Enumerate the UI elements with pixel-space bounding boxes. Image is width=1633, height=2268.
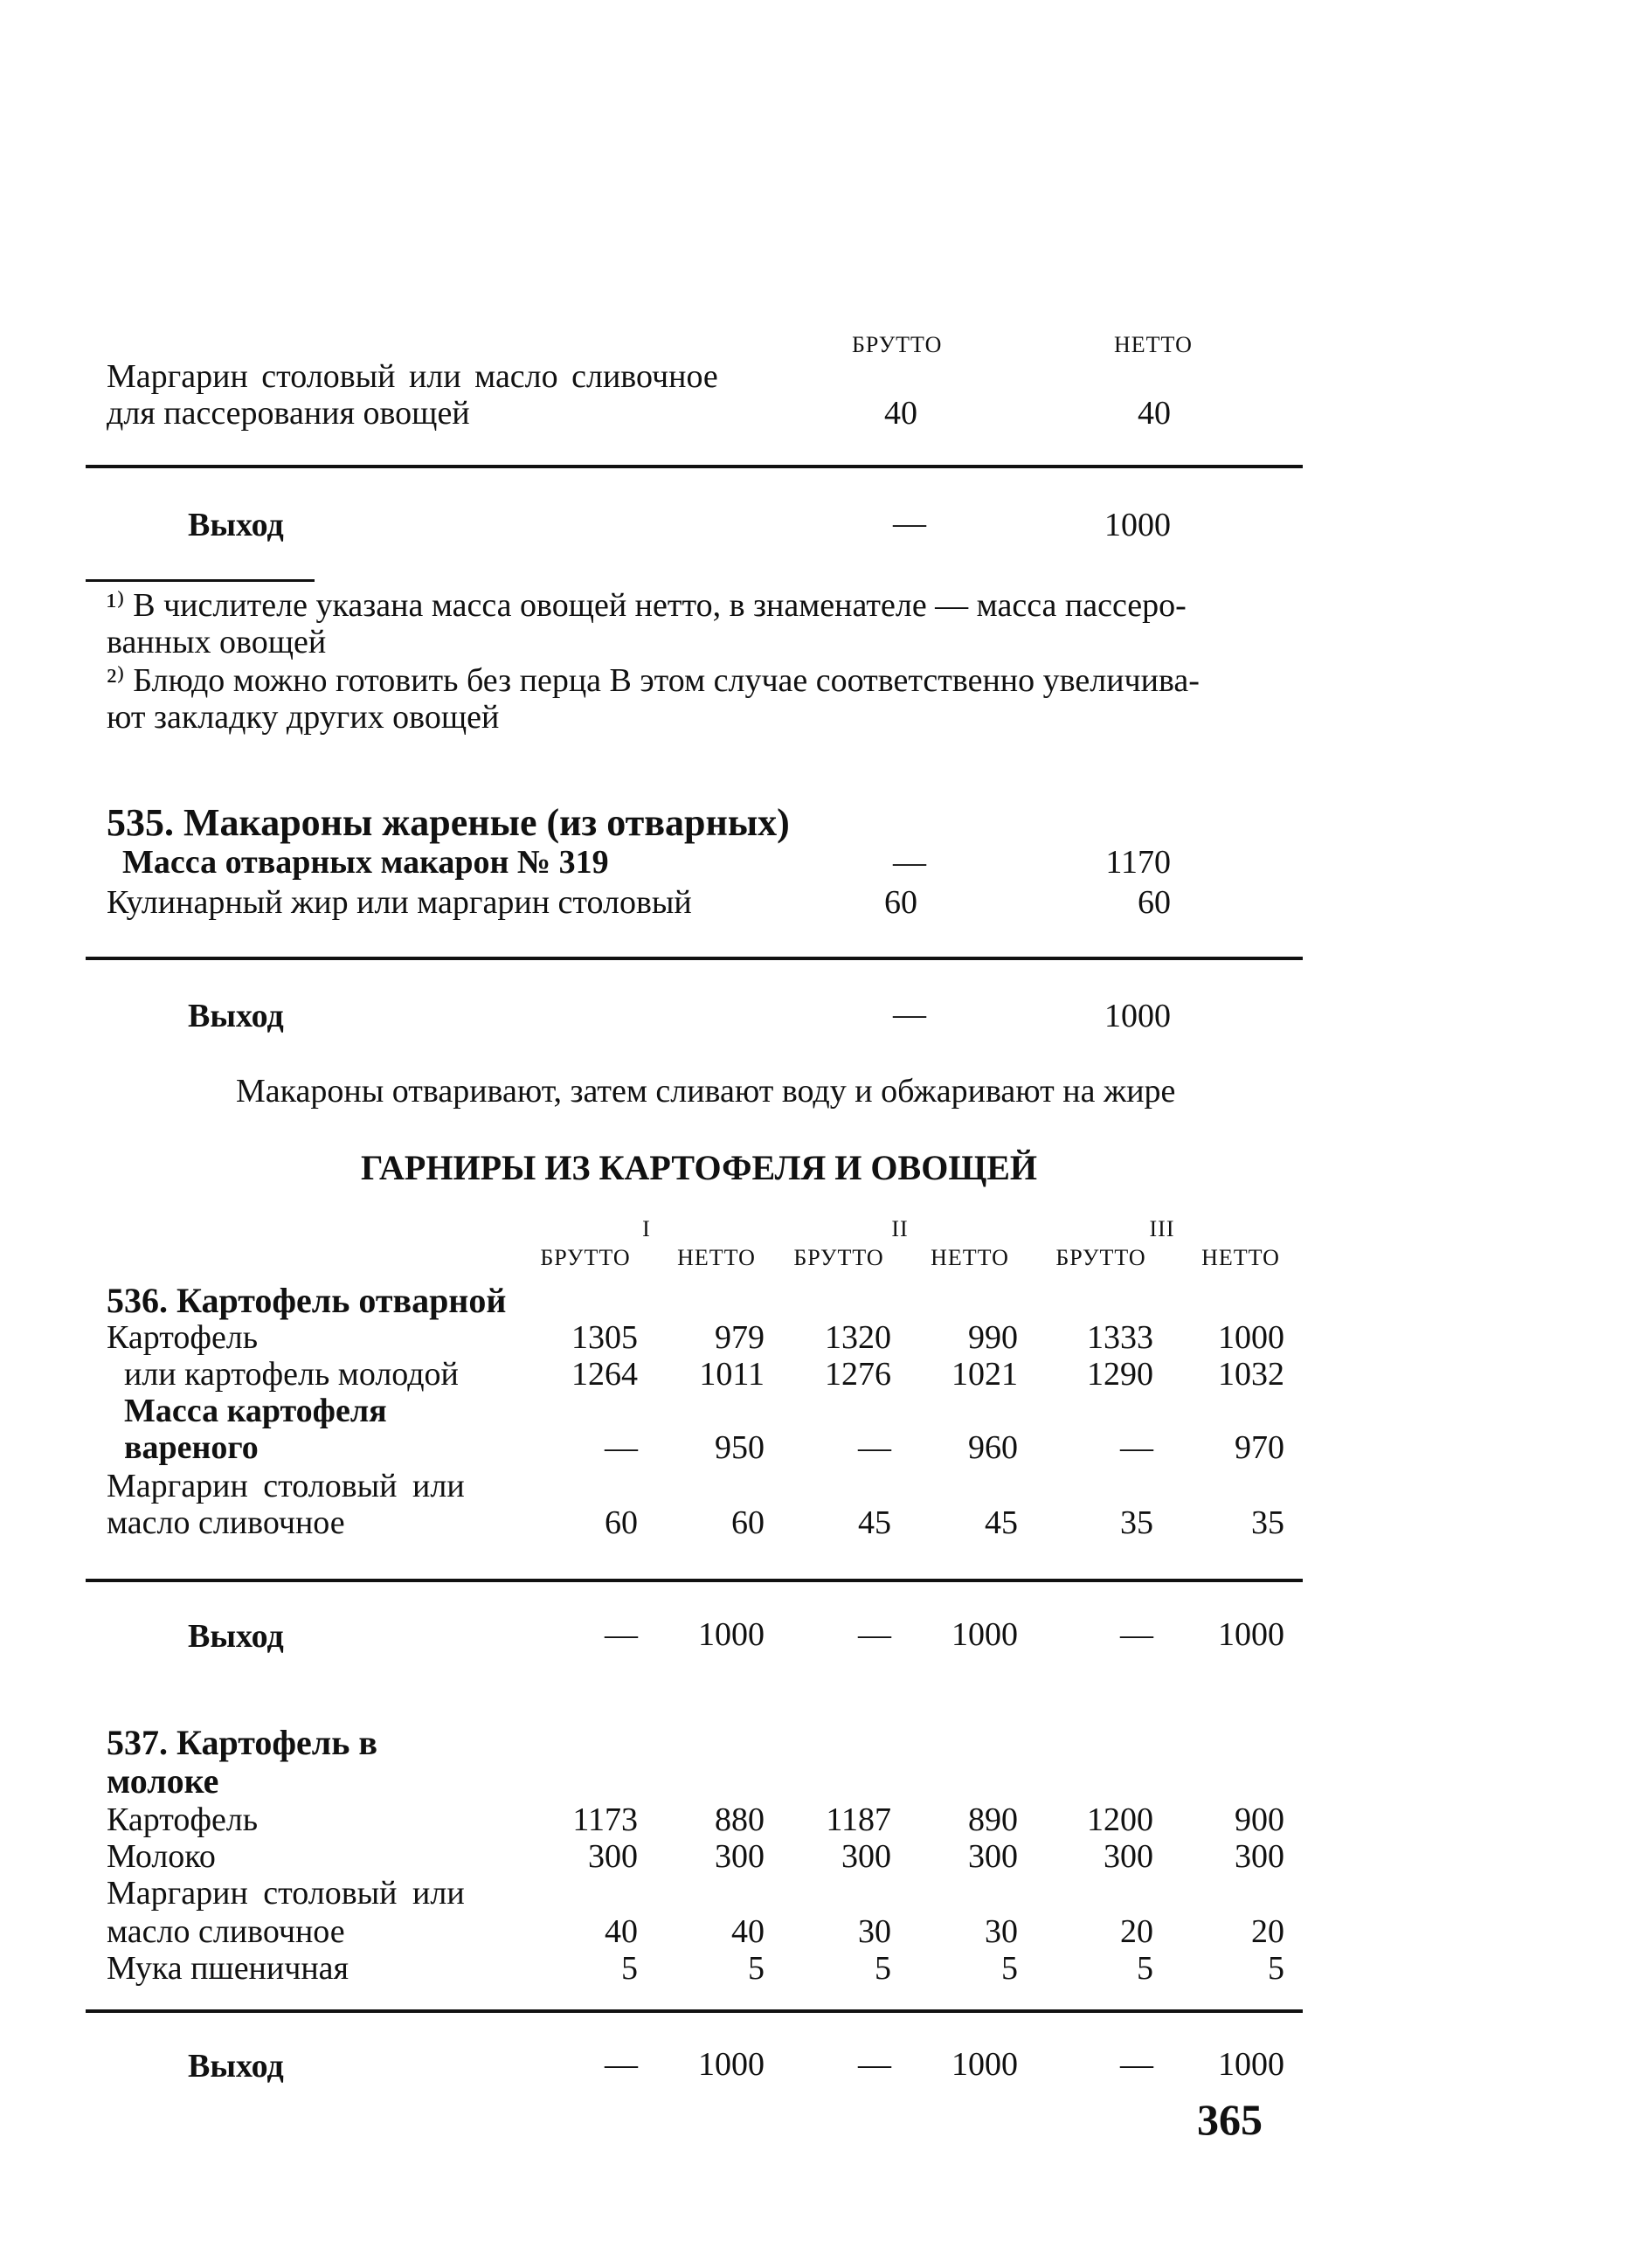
- table-rule: [86, 2009, 1303, 2013]
- column-group-1: I: [642, 1216, 651, 1241]
- footnote-1-continuation: ванных овощей: [107, 624, 327, 660]
- column-header-netto: НЕТТО: [1201, 1245, 1280, 1270]
- recipe-note: Макароны отваривают, затем сливают воду и обжаривают на жире: [236, 1073, 1176, 1110]
- yield-value: —: [605, 1616, 638, 1653]
- table-cell: 5: [1137, 1950, 1153, 1987]
- ingredient-label: Картофель: [107, 1801, 259, 1838]
- table-cell: —: [858, 1429, 891, 1466]
- ingredient-label: Картофель: [107, 1319, 259, 1356]
- yield-value: —: [858, 1616, 891, 1653]
- table-cell: 45: [858, 1504, 891, 1541]
- yield-netto: 1000: [1104, 998, 1171, 1034]
- table-cell: 1290: [1087, 1356, 1153, 1393]
- table-cell: 40: [731, 1913, 765, 1950]
- table-cell: 300: [715, 1838, 765, 1875]
- ingredient-label: Мука пшеничная: [107, 1950, 349, 1987]
- yield-value: 1000: [951, 1616, 1018, 1653]
- ingredient-label: Кулинарный жир или маргарин столовый: [107, 884, 692, 921]
- netto-value: 1170: [1105, 844, 1171, 881]
- table-cell: 5: [875, 1950, 891, 1987]
- ingredient-label: для пассерования овощей: [107, 395, 470, 432]
- table-cell: 60: [731, 1504, 765, 1541]
- ingredient-label: масло сливочное: [107, 1913, 345, 1950]
- yield-netto: 1000: [1104, 507, 1171, 543]
- column-group-3: III: [1149, 1216, 1175, 1241]
- table-cell: 950: [715, 1429, 765, 1466]
- table-cell: 900: [1235, 1801, 1284, 1838]
- netto-value: 60: [1138, 884, 1171, 921]
- footnote-rule: [86, 579, 315, 582]
- table-rule: [86, 957, 1303, 960]
- ingredient-label: Маргарин столовый или: [107, 1468, 465, 1504]
- yield-label: Выход: [188, 507, 284, 543]
- table-cell: 60: [605, 1504, 638, 1541]
- table-cell: 5: [1268, 1950, 1284, 1987]
- table-cell: 960: [968, 1429, 1018, 1466]
- table-cell: 1320: [825, 1319, 891, 1356]
- column-header-brutto: БРУТТО: [852, 332, 943, 357]
- page-number: 365: [1197, 2095, 1263, 2144]
- brutto-value: 40: [884, 395, 917, 432]
- yield-brutto: —: [893, 505, 926, 542]
- table-cell: 970: [1235, 1429, 1284, 1466]
- yield-value: 1000: [1218, 2046, 1284, 2083]
- yield-label: Выход: [188, 998, 284, 1034]
- yield-label: Выход: [188, 2048, 284, 2085]
- ingredient-label: Масса отварных макарон № 319: [122, 844, 609, 881]
- table-cell: 1200: [1087, 1801, 1153, 1838]
- table-cell: 990: [968, 1319, 1018, 1356]
- table-cell: 20: [1251, 1913, 1284, 1950]
- table-cell: 1021: [951, 1356, 1018, 1393]
- footnote-2-continuation: ют закладку других овощей: [107, 699, 500, 736]
- table-cell: 30: [985, 1913, 1018, 1950]
- column-header-brutto: БРУТТО: [1055, 1245, 1146, 1270]
- ingredient-label: масло сливочное: [107, 1504, 345, 1541]
- yield-value: —: [1120, 2046, 1153, 2083]
- yield-label: Выход: [188, 1618, 284, 1655]
- table-cell: 890: [968, 1801, 1018, 1838]
- column-header-netto: НЕТТО: [931, 1245, 1009, 1270]
- ingredient-label: Масса картофеля: [124, 1393, 387, 1429]
- yield-value: —: [1120, 1616, 1153, 1653]
- netto-value: 40: [1138, 395, 1171, 432]
- yield-value: 1000: [951, 2046, 1018, 2083]
- recipe-title: 536. Картофель отварной: [107, 1281, 507, 1320]
- ingredient-label: Молоко: [107, 1838, 216, 1875]
- brutto-value: 60: [884, 884, 917, 921]
- table-cell: 979: [715, 1319, 765, 1356]
- table-cell: 45: [985, 1504, 1018, 1541]
- table-cell: 300: [841, 1838, 891, 1875]
- table-cell: —: [1120, 1429, 1153, 1466]
- yield-value: —: [858, 2046, 891, 2083]
- table-rule: [86, 1579, 1303, 1582]
- yield-value: 1000: [1218, 1616, 1284, 1653]
- table-cell: 1333: [1087, 1319, 1153, 1356]
- ingredient-label: Маргарин столовый или: [107, 1875, 465, 1912]
- table-cell: 300: [1104, 1838, 1153, 1875]
- table-cell: 35: [1120, 1504, 1153, 1541]
- column-header-netto: НЕТТО: [1114, 332, 1193, 357]
- yield-value: 1000: [698, 2046, 765, 2083]
- table-cell: 300: [1235, 1838, 1284, 1875]
- table-cell: 1011: [699, 1356, 765, 1393]
- table-cell: 40: [605, 1913, 638, 1950]
- table-cell: 30: [858, 1913, 891, 1950]
- table-cell: —: [605, 1429, 638, 1466]
- brutto-value: —: [893, 844, 926, 881]
- table-cell: 1000: [1218, 1319, 1284, 1356]
- recipe-title: 537. Картофель в: [107, 1723, 377, 1762]
- recipe-title: 535. Макароны жареные (из отварных): [107, 801, 790, 844]
- recipe-title: молоке: [107, 1761, 219, 1801]
- table-cell: 300: [968, 1838, 1018, 1875]
- table-cell: 1032: [1218, 1356, 1284, 1393]
- table-cell: 20: [1120, 1913, 1153, 1950]
- yield-value: 1000: [698, 1616, 765, 1653]
- section-title: ГАРНИРЫ ИЗ КАРТОФЕЛЯ И ОВОЩЕЙ: [360, 1148, 1038, 1187]
- column-header-netto: НЕТТО: [677, 1245, 756, 1270]
- yield-value: —: [605, 2046, 638, 2083]
- table-cell: 1173: [572, 1801, 638, 1838]
- footnote-1: ¹⁾ В числителе указана масса овощей нетто, в знаменателе — масса пассеро-: [107, 587, 1187, 624]
- table-cell: 1305: [571, 1319, 638, 1356]
- table-cell: 1276: [825, 1356, 891, 1393]
- footnote-2: ²⁾ Блюдо можно готовить без перца В этом случае соответственно увеличива-: [107, 662, 1200, 699]
- table-cell: 880: [715, 1801, 765, 1838]
- table-cell: 1264: [571, 1356, 638, 1393]
- table-cell: 1187: [826, 1801, 891, 1838]
- yield-brutto: —: [893, 996, 926, 1033]
- column-group-2: II: [891, 1216, 909, 1241]
- table-cell: 35: [1251, 1504, 1284, 1541]
- ingredient-label: Маргарин столовый или масло сливочное: [107, 358, 718, 395]
- column-header-brutto: БРУТТО: [793, 1245, 884, 1270]
- ingredient-label: или картофель молодой: [124, 1356, 459, 1393]
- table-rule: [86, 465, 1303, 468]
- table-cell: 5: [621, 1950, 638, 1987]
- column-header-brutto: БРУТТО: [540, 1245, 631, 1270]
- ingredient-label: вареного: [124, 1429, 259, 1466]
- table-cell: 300: [588, 1838, 638, 1875]
- table-cell: 5: [1001, 1950, 1018, 1987]
- table-cell: 5: [748, 1950, 765, 1987]
